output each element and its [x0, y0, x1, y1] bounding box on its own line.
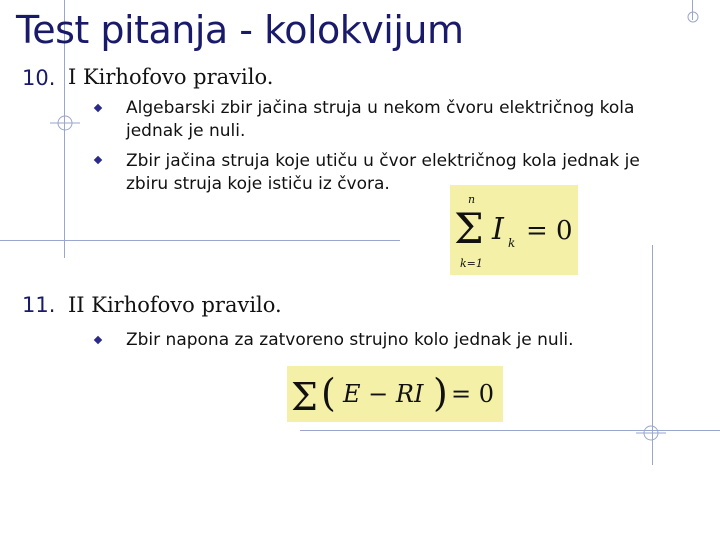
- bullet-icon: [94, 104, 102, 112]
- crosshair-icon-top-left: [50, 108, 80, 138]
- formula-term: I: [492, 212, 504, 247]
- close-paren-icon: ): [433, 371, 448, 415]
- item-number-10: 10.: [22, 66, 56, 90]
- bullet-text-10-1: Algebarski zbir jačina struja u nekom čvoru električnog kola jednak je nuli.: [126, 98, 635, 141]
- bullet-text-10-2: Zbir jačina struja koje utiču u čvor električnog kola jednak je zbiru struja koje ističu iz čvora.: [126, 151, 640, 194]
- formula-kirchhoff-1: [450, 185, 578, 275]
- crosshair-icon-top-right: [682, 6, 704, 28]
- item-heading-11: II Kirhofovo pravilo.: [68, 293, 282, 317]
- open-paren-icon: (: [321, 371, 336, 415]
- item-number-11: 11.: [22, 293, 56, 317]
- formula-lower-limit: k=1: [460, 257, 483, 270]
- sigma-icon: Σ: [291, 375, 318, 419]
- formula-expression: E − RI: [343, 380, 424, 408]
- item-heading-10: I Kirhofovo pravilo.: [68, 65, 274, 89]
- formula-rhs: = 0: [526, 216, 573, 246]
- crosshair-icon-bottom-right: [636, 418, 666, 448]
- page-title: Test pitanja - kolokvijum: [16, 8, 464, 52]
- formula-kirchhoff-2: [287, 366, 503, 422]
- guide-line-mid-horizontal: [0, 240, 400, 241]
- bullet-icon: [94, 156, 102, 164]
- sigma-icon: Σ: [454, 204, 484, 253]
- bullet-icon: [94, 336, 102, 344]
- formula-subscript: k: [508, 236, 516, 250]
- bullet-text-11-1: Zbir napona za zatvoreno strujno kolo jednak je nuli.: [126, 330, 574, 350]
- formula-rhs: = 0: [451, 380, 495, 408]
- formula-upper-limit: n: [468, 193, 476, 206]
